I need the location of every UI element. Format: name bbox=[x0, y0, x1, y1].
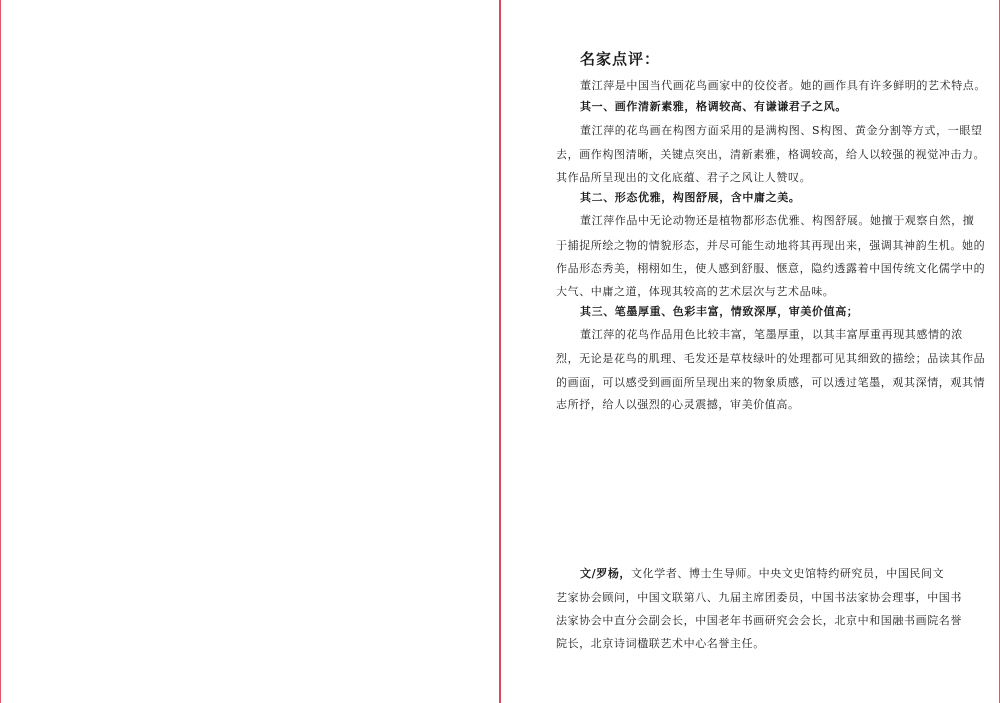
review-point-three-text: 的画面，可以感受到画面所呈现出来的物象质感，可以透过笔墨，观其深情，观其情 bbox=[556, 376, 986, 389]
review-point-one-text: 其作品所呈现出的文化底蕴、君子之风让人赞叹。 bbox=[556, 171, 812, 184]
review-point-two-text: 大气、中庸之道，体现其较高的艺术层次与艺术品味。 bbox=[556, 285, 835, 298]
author-bio: 院长，北京诗词楹联艺术中心名誉主任。 bbox=[556, 637, 765, 650]
review-point-one-text: 董江萍的花鸟画在构图方面采用的是满构图、S构图、黄金分割等方式，一眼望 bbox=[580, 124, 983, 137]
review-point-three-text: 烈，无论是花鸟的肌理、毛发还是草枝绿叶的处理都可见其细致的描绘；品读其作品 bbox=[556, 352, 986, 365]
review-point-two-text: 作品形态秀美，栩栩如生，使人感到舒服、惬意，隐约透露着中国传统文化儒学中的 bbox=[556, 262, 986, 275]
review-heading: 名家点评： bbox=[580, 50, 661, 68]
author-bio: 法家协会中直分会副会长，中国老年书画研究会会长，北京中和国融书画院名誉 bbox=[556, 614, 962, 627]
author-bio: 文/罗杨，文化学者、博士生导师。中央文史馆特约研究员，中国民间文 bbox=[580, 567, 945, 580]
left-page-edge bbox=[0, 0, 1, 703]
author-bio: 艺家协会顾问，中国文联第八、九届主席团委员，中国书法家协会理事，中国书 bbox=[556, 591, 962, 604]
review-point-three-text: 董江萍的花鸟作品用色比较丰富，笔墨厚重，以其丰富厚重再现其感情的浓 bbox=[580, 328, 963, 341]
review-point-two-text: 董江萍作品中无论动物还是植物都形态优雅、构图舒展。她擅于观察自然，擅 bbox=[580, 214, 975, 227]
review-point-three-text: 志所抒，给人以强烈的心灵震撼，审美价值高。 bbox=[556, 398, 800, 411]
review-paragraph-intro: 董江萍是中国当代画花鸟画家中的佼佼者。她的画作具有许多鲜明的艺术特点。 bbox=[580, 79, 986, 92]
review-point-one-heading: 其一、画作清新素雅，格调较高、有谦谦君子之风。 bbox=[580, 100, 847, 113]
book-spine bbox=[499, 0, 501, 703]
review-point-two-text: 于捕捉所绘之物的情貌形态，并尽可能生动地将其再现出来，强调其神韵生机。她的 bbox=[556, 239, 986, 252]
review-point-one-text: 去，画作构图清晰，关键点突出，清新素雅，格调较高，给人以较强的视觉冲击力。 bbox=[556, 148, 986, 161]
review-point-two-heading: 其二、形态优雅，构图舒展，含中庸之美。 bbox=[580, 191, 801, 204]
review-point-three-heading: 其三、笔墨厚重、色彩丰富，情致深厚，审美价值高； bbox=[580, 305, 859, 318]
